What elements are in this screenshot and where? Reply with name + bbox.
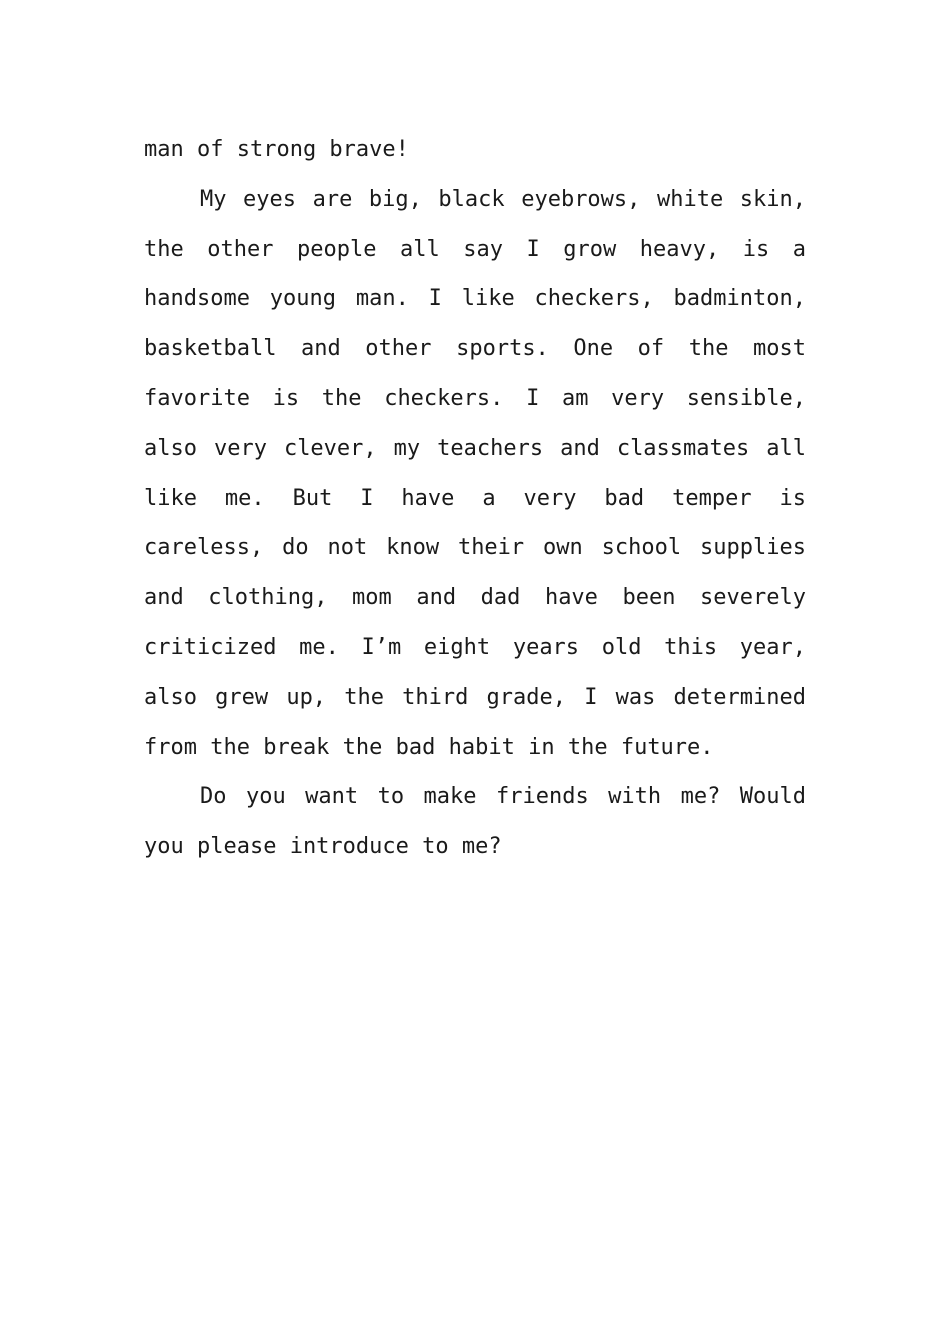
body-text [144, 125, 806, 872]
paragraph-self-description: My eyes are big, black eyebrows, white skin, the other people all say I grow heavy, is a handsome young man. I like checkers, badminton, basketball and other sports. One of the most favorite is the checkers. I am very sensible, also very clever, my teachers and classmates all like me. But I have a very bad temper is careless, do not know their own school supplies and clothing, mom and dad have been severely criticized me. I’m eight years old this year, also grew up, the third grade, I was determined from the break the bad habit in the future. [144, 186, 806, 760]
paragraph-continuation: man of strong brave! [144, 137, 409, 162]
paragraph-closing-question: Do you want to make friends with me? Would you please introduce to me? [144, 784, 806, 860]
